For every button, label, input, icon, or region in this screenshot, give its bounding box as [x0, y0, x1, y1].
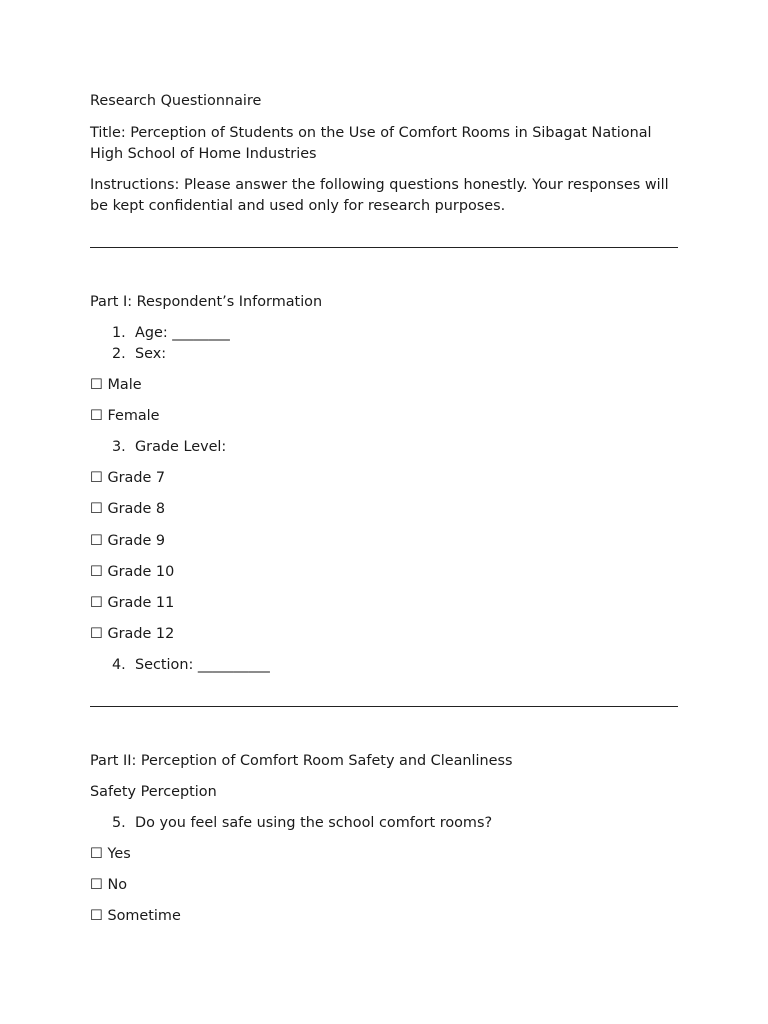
checkbox-option-grade-8[interactable]: ☐ Grade 8 — [90, 501, 166, 517]
part2-heading: Part II: Perception of Comfort Room Safety and Cleanliness — [90, 753, 513, 769]
checkbox-option-grade-11[interactable]: ☐ Grade 11 — [90, 595, 175, 611]
question-grade-level — [112, 437, 226, 458]
question-text: Grade Level: — [135, 439, 227, 455]
study-title: Title: Perception of Students on the Use of Comfort Rooms in Sibagat National High School of Home Industries — [90, 125, 652, 162]
part1-heading: Part I: Respondent’s Information — [90, 294, 323, 310]
section-divider — [90, 706, 678, 707]
question-number: 2. — [112, 346, 126, 362]
checkbox-option-yes[interactable]: ☐ Yes — [90, 846, 131, 862]
safety-perception-subheading: Safety Perception — [90, 784, 217, 800]
question-text: Section: __________ — [135, 657, 270, 673]
question-text: Age: ________ — [135, 325, 230, 341]
checkbox-option-grade-9[interactable]: ☐ Grade 9 — [90, 533, 166, 549]
question-sex — [112, 344, 166, 365]
question-number: 4. — [112, 657, 126, 673]
checkbox-option-sometime[interactable]: ☐ Sometime — [90, 908, 181, 924]
question-text: Do you feel safe using the school comfort rooms? — [135, 815, 493, 831]
question-number: 5. — [112, 815, 126, 831]
checkbox-option-grade-12[interactable]: ☐ Grade 12 — [90, 626, 175, 642]
checkbox-option-grade-7[interactable]: ☐ Grade 7 — [90, 470, 166, 486]
checkbox-option-no[interactable]: ☐ No — [90, 877, 128, 893]
question-age — [112, 323, 230, 344]
checkbox-option-grade-10[interactable]: ☐ Grade 10 — [90, 564, 175, 580]
question-feel-safe — [112, 813, 492, 834]
instructions-text: Instructions: Please answer the following questions honestly. Your responses will be kept confidential and used only for research purposes. — [90, 177, 669, 214]
section-divider — [90, 247, 678, 248]
question-number: 3. — [112, 439, 126, 455]
checkbox-option-male[interactable]: ☐ Male — [90, 377, 142, 393]
question-number: 1. — [112, 325, 126, 341]
question-text: Sex: — [135, 346, 167, 362]
checkbox-option-female[interactable]: ☐ Female — [90, 408, 160, 424]
question-section — [112, 655, 270, 676]
document-title: Research Questionnaire — [90, 93, 262, 109]
